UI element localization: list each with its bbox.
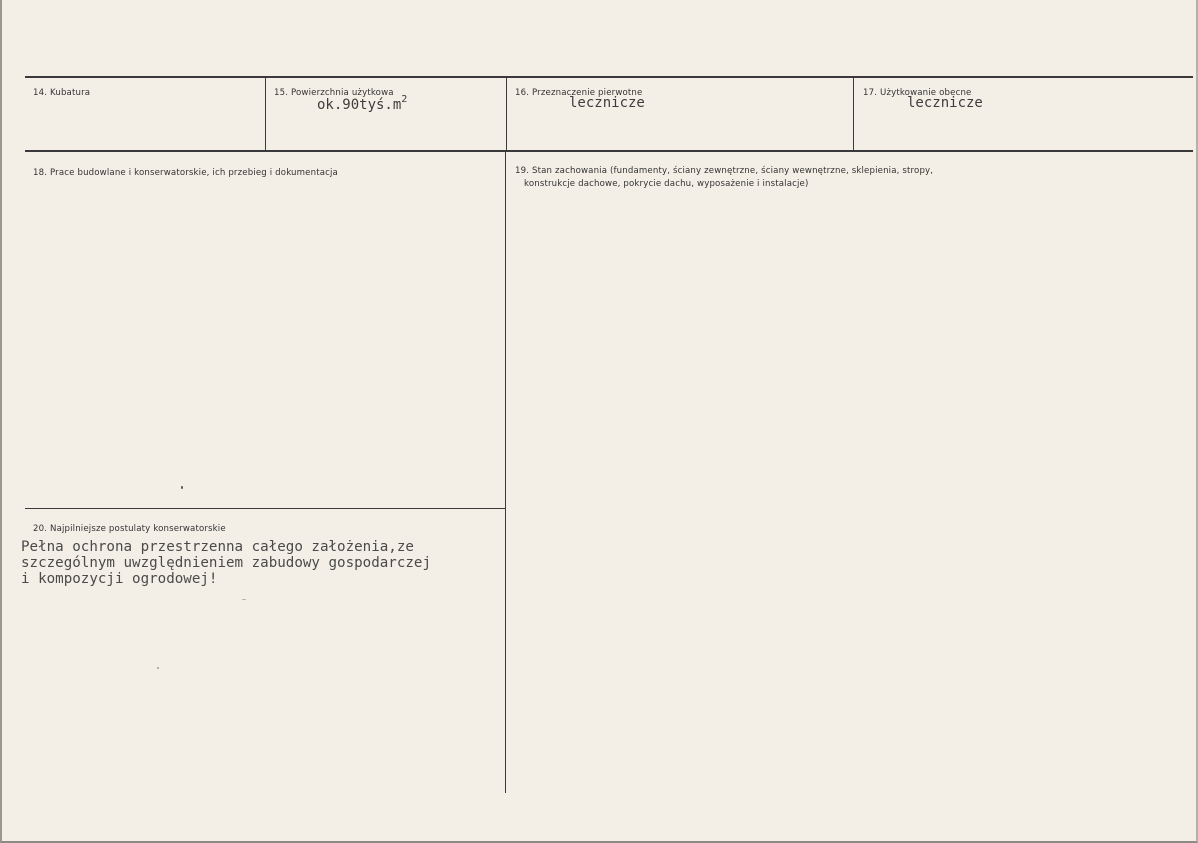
field-16-label: 16. Przeznaczenie pierwotne — [515, 88, 643, 98]
paper-speck — [157, 667, 159, 669]
field-15-superscript: 2 — [401, 94, 408, 105]
divider-main-column — [505, 152, 506, 793]
row1-bottom-rule — [25, 150, 1193, 152]
field-17-value: lecznicze — [907, 95, 983, 111]
field-15-value-text: ok.90tyś.m — [317, 97, 402, 113]
field-15-label: 15. Powierzchnia użytkowa — [274, 88, 394, 98]
field-20-line-2: szczególnym uwzględnieniem zabudowy gospodarczej — [21, 555, 431, 571]
field-20-line-1: Pełna ochrona przestrzenna całego założenia,ze — [21, 539, 414, 555]
field-20-line-3: i kompozycji ogrodowej! — [21, 571, 218, 587]
field-19-label-line2: konstrukcje dachowe, pokrycie dachu, wyposażenie i instalacje) — [524, 179, 809, 189]
field-16-value: lecznicze — [569, 95, 645, 111]
field-20-label: 20. Najpilniejsze postulaty konserwatorskie — [33, 524, 226, 534]
field-17-label: 17. Użytkowanie obecne — [863, 88, 972, 98]
section-18-bottom-rule — [25, 508, 505, 509]
field-15-value — [317, 94, 407, 113]
field-18-label: 18. Prace budowlane i konserwatorskie, ich przebieg i dokumentacja — [33, 168, 338, 178]
divider-15-16 — [506, 78, 507, 151]
top-rule — [25, 76, 1193, 78]
divider-16-17 — [853, 78, 854, 151]
paper-speck — [242, 599, 246, 600]
paper-speck — [181, 486, 183, 489]
divider-14-15 — [265, 78, 266, 151]
field-19-label-line1: 19. Stan zachowania (fundamenty, ściany zewnętrzne, ściany wewnętrzne, sklepienia, stropy, — [515, 166, 934, 176]
field-14-label: 14. Kubatura — [33, 88, 91, 98]
